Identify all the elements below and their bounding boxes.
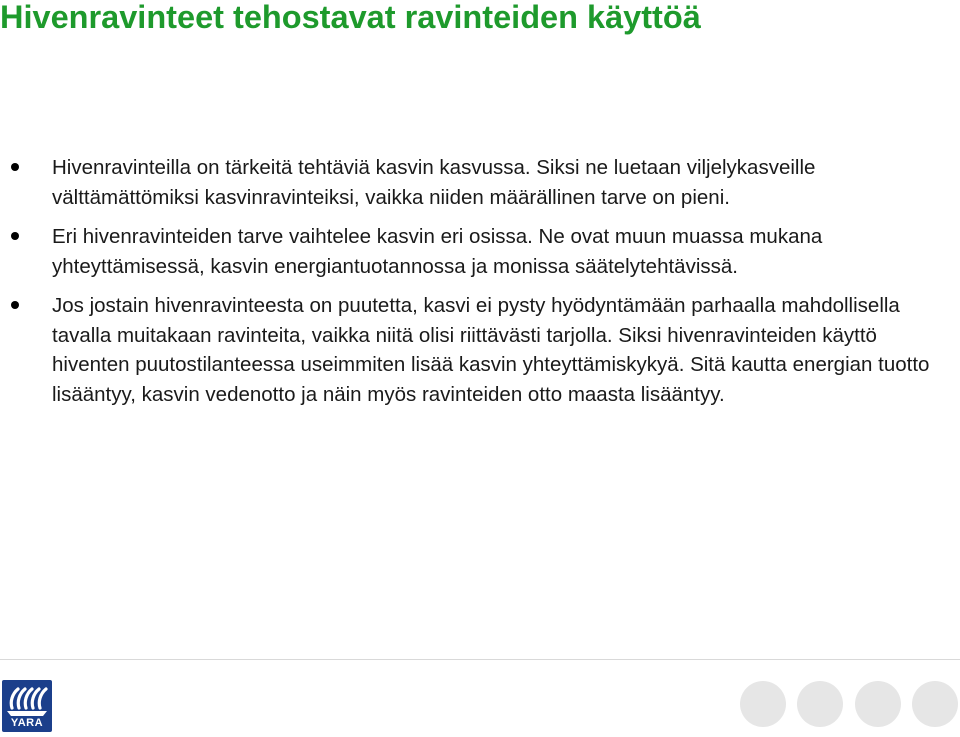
bullet-list — [0, 153, 960, 419]
bullet-dot-icon — [11, 232, 19, 240]
yara-logo — [2, 680, 52, 732]
bullet-item — [0, 291, 960, 409]
bullet-dot-icon — [11, 163, 19, 171]
bullet-item — [0, 153, 960, 212]
bullet-text: Jos jostain hivenravinteesta on puutetta, kasvi ei pysty hyödyntämään parhaalla mahdollisella tavalla muitakaan ravinteita, vaikka niitä olisi riittävästi tarjolla. Siksi hivenravinteiden käyttö hiventen puutostilanteessa useimmiten lisää kasvin yhteyttämiskykyä. Sitä kautta energian tuotto lisääntyy, kasvin vedenotto ja näin myös ravinteiden otto maasta lisääntyy. — [52, 294, 930, 406]
decorative-circle-icon — [740, 681, 786, 727]
bullet-text: Eri hivenravinteiden tarve vaihtelee kasvin eri osissa. Ne ovat muun muassa mukana yhteyttämisessä, kasvin energiantuotannossa ja monissa säätelytehtävissä. — [52, 225, 823, 278]
bullet-dot-icon — [11, 301, 19, 309]
bullet-text: Hivenravinteilla on tärkeitä tehtäviä kasvin kasvussa. Siksi ne luetaan viljelykasveille välttämättömiksi kasvinravinteiksi, vaikka niiden määrällinen tarve on pieni. — [52, 156, 816, 209]
bullet-item — [0, 222, 960, 281]
logo-text: YARA — [10, 717, 44, 729]
decorative-circle-icon — [797, 681, 843, 727]
footer-divider — [0, 659, 960, 660]
decorative-circle-icon — [912, 681, 958, 727]
slide-title: Hivenravinteet tehostavat ravinteiden käyttöä — [0, 0, 701, 35]
decorative-circle-icon — [855, 681, 901, 727]
